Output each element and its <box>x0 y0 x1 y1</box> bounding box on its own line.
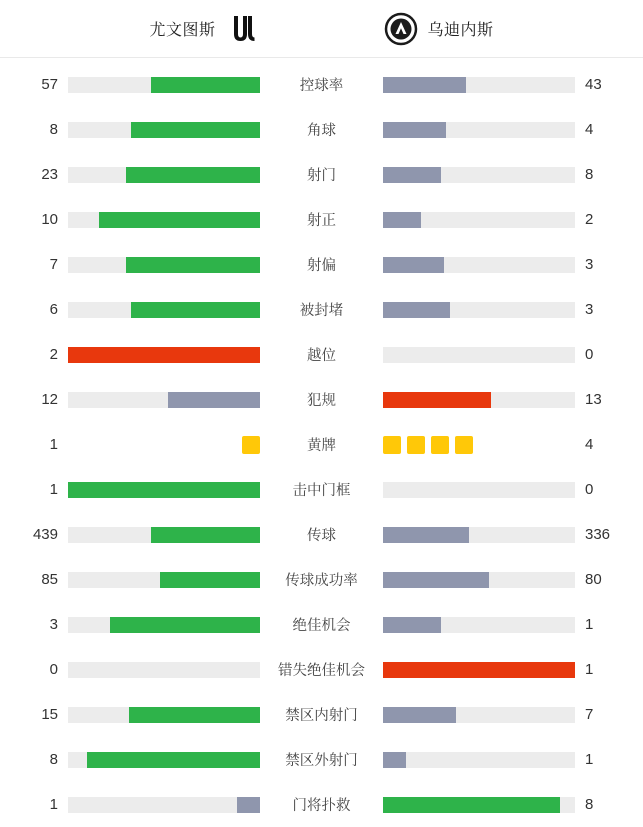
away-value: 336 <box>575 526 643 543</box>
home-value: 439 <box>0 526 68 543</box>
away-value: 43 <box>575 76 643 93</box>
away-value: 7 <box>575 706 643 723</box>
away-bar-fill <box>383 257 444 273</box>
away-bar <box>383 707 575 723</box>
home-bar-fill <box>131 302 260 318</box>
away-bar <box>383 257 575 273</box>
home-value: 8 <box>0 121 68 138</box>
home-bar-fill <box>110 617 260 633</box>
stat-row <box>0 242 643 287</box>
home-bar <box>68 122 260 138</box>
away-bar-fill <box>383 167 441 183</box>
away-bar <box>383 302 575 318</box>
home-yellow-cards <box>68 436 260 454</box>
stat-label: 绝佳机会 <box>260 614 383 635</box>
stat-row <box>0 557 643 602</box>
home-value: 1 <box>0 796 68 813</box>
away-value: 13 <box>575 391 643 408</box>
teams-header <box>0 0 643 58</box>
away-value: 3 <box>575 256 643 273</box>
away-team <box>322 12 643 46</box>
home-value: 1 <box>0 436 68 453</box>
away-bar-fill <box>383 77 466 93</box>
away-bar-fill <box>383 572 489 588</box>
away-team-name: 乌迪内斯 <box>428 17 494 40</box>
home-bar <box>68 257 260 273</box>
stat-label: 禁区内射门 <box>260 704 383 725</box>
away-value: 3 <box>575 301 643 318</box>
stat-row <box>0 377 643 422</box>
home-bar <box>68 77 260 93</box>
stat-label: 被封堵 <box>260 299 383 320</box>
away-bar <box>383 122 575 138</box>
stat-row <box>0 332 643 377</box>
away-bar <box>383 662 575 678</box>
away-bar-fill <box>383 122 446 138</box>
home-bar <box>68 617 260 633</box>
home-bar-fill <box>126 257 260 273</box>
away-bar-fill <box>383 212 421 228</box>
home-value: 23 <box>0 166 68 183</box>
home-bar <box>68 167 260 183</box>
home-bar-fill <box>126 167 260 183</box>
yellow-card-icon <box>455 436 473 454</box>
stat-row <box>0 512 643 557</box>
yellow-card-icon <box>242 436 260 454</box>
home-bar <box>68 302 260 318</box>
home-value: 2 <box>0 346 68 363</box>
away-bar-fill <box>383 797 560 813</box>
home-value: 12 <box>0 391 68 408</box>
away-bar-fill <box>383 392 491 408</box>
away-bar-fill <box>383 707 456 723</box>
away-value: 8 <box>575 166 643 183</box>
stat-row <box>0 62 643 107</box>
away-bar-fill <box>383 617 441 633</box>
away-value: 1 <box>575 616 643 633</box>
away-bar <box>383 797 575 813</box>
stat-label: 传球成功率 <box>260 569 383 590</box>
stat-label: 控球率 <box>260 74 383 95</box>
stat-row <box>0 782 643 827</box>
home-value: 3 <box>0 616 68 633</box>
home-bar-fill <box>151 527 260 543</box>
home-bar-fill <box>131 122 260 138</box>
yellow-card-icon <box>383 436 401 454</box>
home-value: 57 <box>0 76 68 93</box>
home-value: 0 <box>0 661 68 678</box>
stats-rows <box>0 58 643 827</box>
stat-label: 越位 <box>260 344 383 365</box>
away-value: 1 <box>575 661 643 678</box>
home-bar-fill <box>151 77 260 93</box>
away-value: 4 <box>575 121 643 138</box>
stat-label: 黄牌 <box>260 434 383 455</box>
home-team-name: 尤文图斯 <box>149 17 215 40</box>
away-bar <box>383 527 575 543</box>
away-value: 4 <box>575 436 643 453</box>
yellow-card-icon <box>407 436 425 454</box>
away-value: 0 <box>575 346 643 363</box>
away-bar <box>383 167 575 183</box>
home-bar <box>68 572 260 588</box>
away-bar <box>383 77 575 93</box>
stat-row <box>0 287 643 332</box>
away-bar <box>383 752 575 768</box>
away-bar <box>383 617 575 633</box>
home-value: 8 <box>0 751 68 768</box>
yellow-card-icon <box>431 436 449 454</box>
home-bar-fill <box>99 212 260 228</box>
stat-row <box>0 422 643 467</box>
home-bar <box>68 662 260 678</box>
home-bar-fill <box>168 392 260 408</box>
home-value: 85 <box>0 571 68 588</box>
home-bar-fill <box>237 797 260 813</box>
stat-row <box>0 647 643 692</box>
home-bar-fill <box>129 707 260 723</box>
home-bar <box>68 527 260 543</box>
juventus-crest-icon <box>226 12 260 46</box>
home-bar <box>68 392 260 408</box>
stat-row <box>0 152 643 197</box>
stat-label: 犯规 <box>260 389 383 410</box>
away-bar <box>383 392 575 408</box>
away-value: 0 <box>575 481 643 498</box>
home-value: 10 <box>0 211 68 228</box>
home-bar <box>68 752 260 768</box>
stat-row <box>0 197 643 242</box>
stat-row <box>0 737 643 782</box>
home-bar <box>68 797 260 813</box>
away-bar-fill <box>383 662 575 678</box>
home-bar-fill <box>160 572 260 588</box>
away-bar <box>383 347 575 363</box>
home-bar-fill <box>68 482 260 498</box>
away-bar <box>383 482 575 498</box>
home-value: 6 <box>0 301 68 318</box>
away-bar <box>383 572 575 588</box>
away-bar-fill <box>383 302 450 318</box>
away-value: 8 <box>575 796 643 813</box>
away-value: 2 <box>575 211 643 228</box>
away-yellow-cards <box>383 436 575 454</box>
stat-label: 禁区外射门 <box>260 749 383 770</box>
home-bar-fill <box>68 347 260 363</box>
home-team <box>0 12 322 46</box>
away-bar <box>383 212 575 228</box>
away-bar-fill <box>383 752 406 768</box>
stat-label: 角球 <box>260 119 383 140</box>
home-bar <box>68 212 260 228</box>
home-bar <box>68 707 260 723</box>
stat-row <box>0 107 643 152</box>
stat-label: 射正 <box>260 209 383 230</box>
home-value: 15 <box>0 706 68 723</box>
home-bar <box>68 482 260 498</box>
away-value: 80 <box>575 571 643 588</box>
stat-row <box>0 602 643 647</box>
stat-label: 传球 <box>260 524 383 545</box>
stat-label: 射门 <box>260 164 383 185</box>
away-bar-fill <box>383 527 469 543</box>
stat-row <box>0 692 643 737</box>
stat-label: 门将扑救 <box>260 794 383 815</box>
stat-label: 错失绝佳机会 <box>260 659 383 680</box>
stat-row <box>0 467 643 512</box>
stat-label: 击中门框 <box>260 479 383 500</box>
home-value: 7 <box>0 256 68 273</box>
home-bar <box>68 347 260 363</box>
home-value: 1 <box>0 481 68 498</box>
stat-label: 射偏 <box>260 254 383 275</box>
udinese-crest-icon <box>384 12 418 46</box>
away-value: 1 <box>575 751 643 768</box>
home-bar-fill <box>87 752 260 768</box>
